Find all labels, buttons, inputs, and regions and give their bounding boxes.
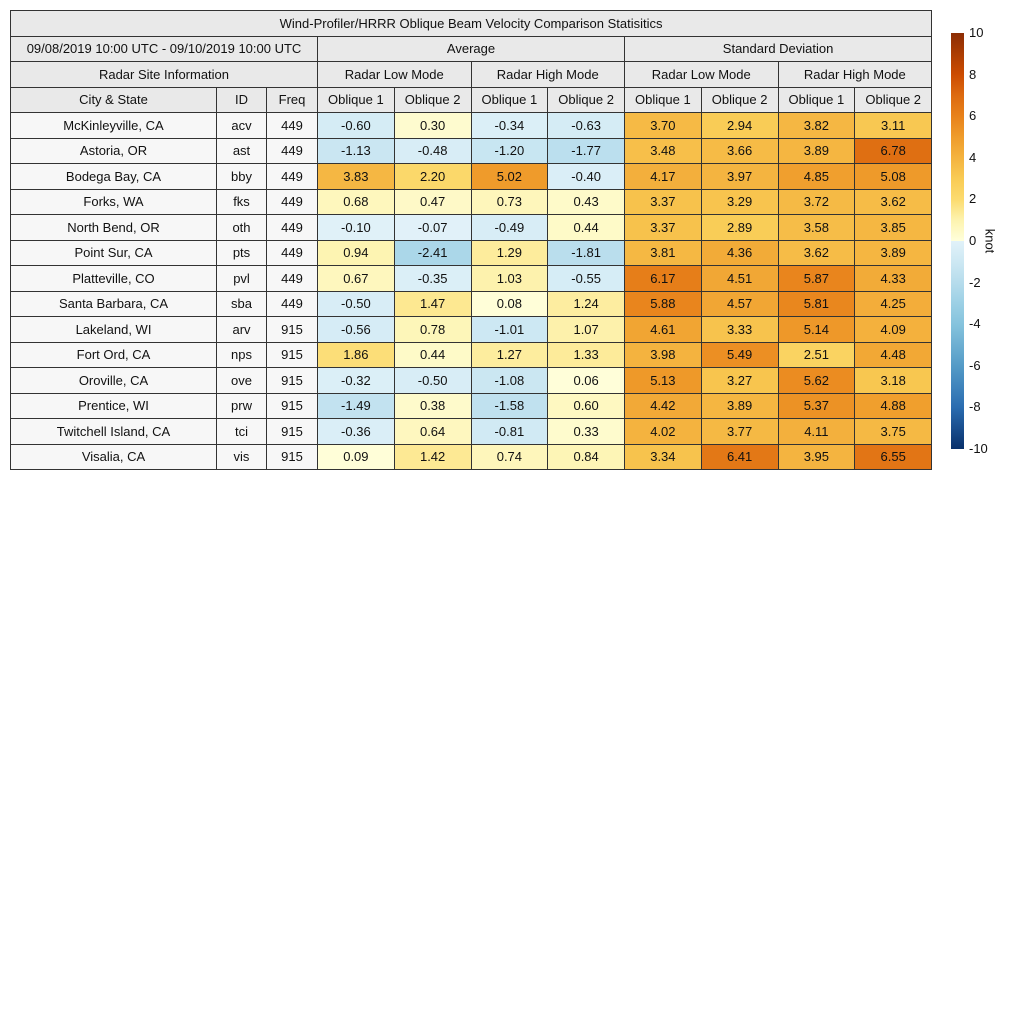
value-cell: 0.30 — [394, 113, 471, 139]
city-cell: Astoria, OR — [11, 138, 217, 164]
city-cell: McKinleyville, CA — [11, 113, 217, 139]
value-cell: -0.35 — [394, 266, 471, 292]
freq-cell: 915 — [267, 342, 318, 368]
value-cell: 1.27 — [471, 342, 548, 368]
value-cell: 3.89 — [701, 393, 778, 419]
value-cell: 0.67 — [318, 266, 395, 292]
value-cell: 3.34 — [625, 444, 702, 470]
site-id-cell: fks — [217, 189, 267, 215]
value-cell: 4.33 — [855, 266, 932, 292]
city-cell: Prentice, WI — [11, 393, 217, 419]
site-id-cell: pvl — [217, 266, 267, 292]
value-cell: 4.48 — [855, 342, 932, 368]
value-cell: -0.10 — [318, 215, 395, 241]
table-body — [11, 113, 932, 470]
value-cell: 6.41 — [701, 444, 778, 470]
value-cell: 3.62 — [778, 240, 855, 266]
mode-header-std-low: Radar Low Mode — [625, 62, 779, 88]
value-cell: -0.50 — [394, 368, 471, 394]
value-cell: 3.70 — [625, 113, 702, 139]
value-cell: 3.33 — [701, 317, 778, 343]
value-cell: 4.88 — [855, 393, 932, 419]
city-cell: Twitchell Island, CA — [11, 419, 217, 445]
freq-cell: 449 — [267, 189, 318, 215]
value-cell: -0.48 — [394, 138, 471, 164]
value-cell: 3.27 — [701, 368, 778, 394]
value-cell: 3.66 — [701, 138, 778, 164]
value-cell: 4.25 — [855, 291, 932, 317]
value-cell: -2.41 — [394, 240, 471, 266]
value-cell: 3.89 — [855, 240, 932, 266]
table-row — [11, 291, 932, 317]
freq-cell: 915 — [267, 419, 318, 445]
col-header-oblique1: Oblique 1 — [778, 87, 855, 113]
col-header-oblique2: Oblique 2 — [701, 87, 778, 113]
colorbar-tick-label: -6 — [969, 357, 981, 373]
freq-cell: 915 — [267, 368, 318, 394]
city-cell: Visalia, CA — [11, 444, 217, 470]
value-cell: 4.57 — [701, 291, 778, 317]
table-row — [11, 266, 932, 292]
site-id-cell: oth — [217, 215, 267, 241]
value-cell: 0.09 — [318, 444, 395, 470]
city-cell: Oroville, CA — [11, 368, 217, 394]
site-info-header: Radar Site Information — [11, 62, 318, 88]
value-cell: 3.72 — [778, 189, 855, 215]
value-cell: 6.78 — [855, 138, 932, 164]
value-cell: 3.11 — [855, 113, 932, 139]
value-cell: -1.77 — [548, 138, 625, 164]
value-cell: 1.24 — [548, 291, 625, 317]
colorbar-tick-label: 4 — [969, 149, 977, 165]
colorbar-tick-label: 0 — [969, 233, 977, 248]
freq-cell: 449 — [267, 215, 318, 241]
colorbar-tick-label: 8 — [969, 66, 977, 82]
value-cell: 5.88 — [625, 291, 702, 317]
mode-header-avg-low: Radar Low Mode — [318, 62, 472, 88]
value-cell: -0.63 — [548, 113, 625, 139]
value-cell: 3.81 — [625, 240, 702, 266]
table-row — [11, 215, 932, 241]
value-cell: 0.44 — [394, 342, 471, 368]
value-cell: 4.09 — [855, 317, 932, 343]
table-head — [11, 11, 932, 113]
value-cell: 5.81 — [778, 291, 855, 317]
value-cell: 3.18 — [855, 368, 932, 394]
col-header-oblique1: Oblique 1 — [318, 87, 395, 113]
value-cell: 3.82 — [778, 113, 855, 139]
date-range: 09/08/2019 10:00 UTC - 09/10/2019 10:00 UTC — [11, 36, 318, 62]
value-cell: 4.51 — [701, 266, 778, 292]
site-id-cell: vis — [217, 444, 267, 470]
table-row — [11, 393, 932, 419]
stats-table — [10, 10, 932, 470]
value-cell: -1.01 — [471, 317, 548, 343]
value-cell: 0.47 — [394, 189, 471, 215]
site-id-cell: prw — [217, 393, 267, 419]
site-id-cell: arv — [217, 317, 267, 343]
table-row — [11, 138, 932, 164]
colorbar-tick-label: 2 — [969, 191, 977, 207]
city-cell: Lakeland, WI — [11, 317, 217, 343]
colorbar-tick-label: -4 — [969, 316, 981, 332]
value-cell: 0.78 — [394, 317, 471, 343]
value-cell: 4.11 — [778, 419, 855, 445]
table-row — [11, 240, 932, 266]
city-cell: Fort Ord, CA — [11, 342, 217, 368]
col-header-id: ID — [217, 87, 267, 113]
title-row — [11, 11, 932, 37]
colorbar-tick-label: 6 — [969, 108, 977, 124]
city-cell: Santa Barbara, CA — [11, 291, 217, 317]
value-cell: 5.13 — [625, 368, 702, 394]
mode-header-avg-high: Radar High Mode — [471, 62, 625, 88]
freq-cell: 449 — [267, 291, 318, 317]
value-cell: 0.60 — [548, 393, 625, 419]
table-row — [11, 368, 932, 394]
value-cell: 0.84 — [548, 444, 625, 470]
value-cell: 5.62 — [778, 368, 855, 394]
value-cell: 3.48 — [625, 138, 702, 164]
value-cell: 3.77 — [701, 419, 778, 445]
value-cell: 0.08 — [471, 291, 548, 317]
value-cell: 5.08 — [855, 164, 932, 190]
value-cell: -0.55 — [548, 266, 625, 292]
colorbar-tick-label: -8 — [969, 399, 981, 415]
value-cell: 2.89 — [701, 215, 778, 241]
value-cell: -0.60 — [318, 113, 395, 139]
value-cell: -0.81 — [471, 419, 548, 445]
table-row — [11, 342, 932, 368]
value-cell: 3.98 — [625, 342, 702, 368]
value-cell: 2.20 — [394, 164, 471, 190]
city-cell: North Bend, OR — [11, 215, 217, 241]
colorbar-unit-label: knot — [982, 228, 998, 254]
col-header-oblique1: Oblique 1 — [625, 87, 702, 113]
freq-cell: 449 — [267, 113, 318, 139]
value-cell: 1.42 — [394, 444, 471, 470]
value-cell: 1.03 — [471, 266, 548, 292]
value-cell: 0.74 — [471, 444, 548, 470]
colorbar — [951, 25, 998, 456]
site-id-cell: pts — [217, 240, 267, 266]
col-header-oblique2: Oblique 2 — [394, 87, 471, 113]
value-cell: 0.94 — [318, 240, 395, 266]
site-id-cell: bby — [217, 164, 267, 190]
value-cell: 4.36 — [701, 240, 778, 266]
value-cell: -0.40 — [548, 164, 625, 190]
value-cell: 4.17 — [625, 164, 702, 190]
table-row — [11, 317, 932, 343]
colorbar-tick-label: -2 — [969, 274, 981, 290]
value-cell: 5.14 — [778, 317, 855, 343]
value-cell: 4.85 — [778, 164, 855, 190]
table-row — [11, 444, 932, 470]
colorbar-tick-label: 10 — [969, 25, 984, 40]
site-id-cell: nps — [217, 342, 267, 368]
col-header-oblique2: Oblique 2 — [548, 87, 625, 113]
site-id-cell: acv — [217, 113, 267, 139]
value-cell: 5.49 — [701, 342, 778, 368]
value-cell: 0.43 — [548, 189, 625, 215]
colorbar-gradient — [951, 33, 964, 449]
value-cell: 3.97 — [701, 164, 778, 190]
value-cell: 0.44 — [548, 215, 625, 241]
freq-cell: 449 — [267, 266, 318, 292]
value-cell: -0.49 — [471, 215, 548, 241]
table-row — [11, 113, 932, 139]
value-cell: 3.95 — [778, 444, 855, 470]
value-cell: 3.85 — [855, 215, 932, 241]
table-row — [11, 189, 932, 215]
site-id-cell: tci — [217, 419, 267, 445]
freq-cell: 449 — [267, 164, 318, 190]
value-cell: 2.94 — [701, 113, 778, 139]
value-cell: 6.17 — [625, 266, 702, 292]
mode-row — [11, 62, 932, 88]
value-cell: -1.81 — [548, 240, 625, 266]
value-cell: 1.33 — [548, 342, 625, 368]
value-cell: 1.29 — [471, 240, 548, 266]
col-header-city: City & State — [11, 87, 217, 113]
mode-header-std-high: Radar High Mode — [778, 62, 932, 88]
value-cell: 5.87 — [778, 266, 855, 292]
col-header-freq: Freq — [267, 87, 318, 113]
value-cell: -0.36 — [318, 419, 395, 445]
freq-cell: 915 — [267, 444, 318, 470]
figure-title: Wind-Profiler/HRRR Oblique Beam Velocity Comparison Statisitics — [11, 11, 932, 37]
value-cell: 3.37 — [625, 189, 702, 215]
freq-cell: 915 — [267, 317, 318, 343]
col-header-oblique1: Oblique 1 — [471, 87, 548, 113]
table-row — [11, 164, 932, 190]
value-cell: 1.86 — [318, 342, 395, 368]
value-cell: 0.68 — [318, 189, 395, 215]
value-cell: 6.55 — [855, 444, 932, 470]
table-row — [11, 419, 932, 445]
value-cell: -1.08 — [471, 368, 548, 394]
value-cell: 0.33 — [548, 419, 625, 445]
value-cell: 0.06 — [548, 368, 625, 394]
group-row — [11, 36, 932, 62]
value-cell: 2.51 — [778, 342, 855, 368]
value-cell: 1.47 — [394, 291, 471, 317]
value-cell: 3.29 — [701, 189, 778, 215]
value-cell: -1.13 — [318, 138, 395, 164]
value-cell: 3.89 — [778, 138, 855, 164]
value-cell: -0.50 — [318, 291, 395, 317]
city-cell: Bodega Bay, CA — [11, 164, 217, 190]
site-id-cell: ove — [217, 368, 267, 394]
site-id-cell: ast — [217, 138, 267, 164]
value-cell: 3.37 — [625, 215, 702, 241]
value-cell: -1.58 — [471, 393, 548, 419]
value-cell: 3.83 — [318, 164, 395, 190]
colorbar-tick-label: -10 — [969, 441, 988, 456]
value-cell: 5.37 — [778, 393, 855, 419]
value-cell: 1.07 — [548, 317, 625, 343]
value-cell: -0.32 — [318, 368, 395, 394]
col-header-oblique2: Oblique 2 — [855, 87, 932, 113]
site-id-cell: sba — [217, 291, 267, 317]
value-cell: -1.49 — [318, 393, 395, 419]
value-cell: 5.02 — [471, 164, 548, 190]
city-cell: Point Sur, CA — [11, 240, 217, 266]
column-header-row — [11, 87, 932, 113]
freq-cell: 449 — [267, 240, 318, 266]
value-cell: 3.75 — [855, 419, 932, 445]
city-cell: Platteville, CO — [11, 266, 217, 292]
value-cell: 3.62 — [855, 189, 932, 215]
group-header-std: Standard Deviation — [625, 36, 932, 62]
value-cell: -0.56 — [318, 317, 395, 343]
value-cell: 4.42 — [625, 393, 702, 419]
value-cell: 0.64 — [394, 419, 471, 445]
value-cell: 3.58 — [778, 215, 855, 241]
value-cell: 0.73 — [471, 189, 548, 215]
freq-cell: 449 — [267, 138, 318, 164]
value-cell: 0.38 — [394, 393, 471, 419]
value-cell: -0.07 — [394, 215, 471, 241]
value-cell: 4.61 — [625, 317, 702, 343]
city-cell: Forks, WA — [11, 189, 217, 215]
value-cell: -0.34 — [471, 113, 548, 139]
value-cell: 4.02 — [625, 419, 702, 445]
group-header-average: Average — [318, 36, 625, 62]
freq-cell: 915 — [267, 393, 318, 419]
value-cell: -1.20 — [471, 138, 548, 164]
